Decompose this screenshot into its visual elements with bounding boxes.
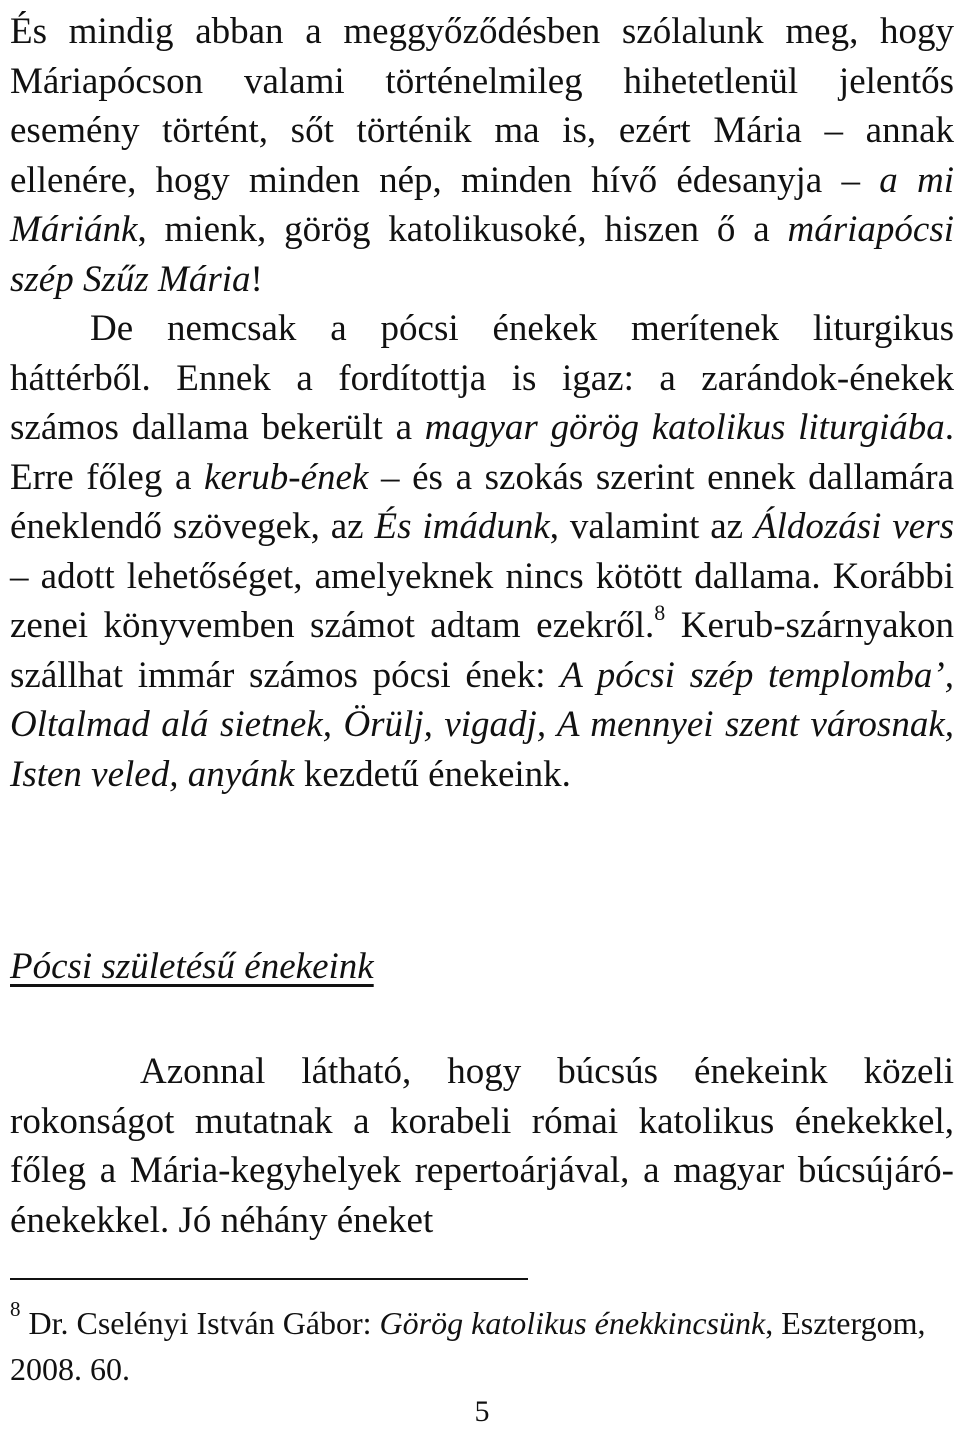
paragraph-1-text: És mindig abban a meggyőződésben szólalunk meg, hogy Máriapócson valami történelmileg hihetetlenül jelentős esemény történt, sőt történik ma is, ezért Mária – annak ellenére, hogy minden nép, minden hívő édesanyja – <box>10 11 954 201</box>
paragraph-2-text-g: kezdetű énekeink. <box>303 753 571 795</box>
paragraph-2-italic-song-titles: A pócsi szép templomba’, Oltalmad alá sietnek, Örülj, vigadj, A mennyei szent városnak, Isten veled, anyánk <box>10 654 954 795</box>
footnote-number: 8 <box>10 1297 21 1322</box>
paragraph-2-text-a: De nemcsak a pócsi énekek merítenek liturgikus háttérből. Ennek a fordítottja is igaz: a zarándok-énekek számos dallama bekerült a <box>10 308 954 448</box>
page-number: 5 <box>474 1395 490 1428</box>
paragraph-1-italic-szuz-maria: máriapócsi szép Szűz Mária <box>10 209 954 300</box>
footnote-reference[interactable]: 8 <box>654 599 666 625</box>
section-heading: Pócsi születésű énekeink <box>10 946 374 987</box>
paragraph-1 <box>10 0 954 304</box>
footnote-text-a: Dr. Cselényi István Gábor: <box>28 1305 372 1341</box>
paragraph-2-italic-es-imadunk: És imádunk <box>374 506 550 547</box>
paragraph-1-italic-mariank: a mi Máriánk <box>10 159 954 250</box>
footnote <box>10 1297 954 1392</box>
paragraph-1-end: ! <box>250 258 263 300</box>
footnote-separator <box>10 1278 528 1280</box>
paragraph-2 <box>10 304 954 799</box>
footnote-italic-title: Görög katolikus énekkincsünk <box>379 1305 766 1341</box>
paragraph-2-italic-aldozasi-vers: Áldozási vers <box>754 506 954 547</box>
paragraph-2-text-c: – és a szokás szerint ennek dallamára éneklendő szövegek, az <box>10 456 954 547</box>
paragraph-2-text-f: Kerub-szárnyakon szállhat immár számos pócsi ének: <box>10 605 955 696</box>
paragraph-2-text-b: . Erre főleg a <box>10 407 955 498</box>
footnote-text-b: , Esztergom, 2008. 60. <box>10 1305 926 1387</box>
paragraph-1-text-b: , mienk, görög katolikusoké, hiszen ő a <box>137 209 770 250</box>
paragraph-2-indent <box>10 308 90 349</box>
paragraph-2-italic-liturgia: magyar görög katolikus liturgiába <box>424 407 945 448</box>
paragraph-2-text-d: , valamint az <box>549 506 744 547</box>
paragraph-3: Azonnal látható, hogy búcsús énekeink közeli rokonságot mutatnak a korabeli római katolikus énekekkel, főleg a Mária-kegyhelyek repertoárjával, a magyar búcsújáró-énekekkel. Jó néhány éneket <box>10 1051 954 1241</box>
paragraph-2-text-e: – adott lehetőséget, amelyeknek nincs kötött dallama. Korábbi zenei könyvemben számot adtam ezekről. <box>10 555 954 646</box>
paragraph-2-italic-kerub-enek: kerub-ének <box>204 456 369 498</box>
document-page <box>10 0 955 1428</box>
